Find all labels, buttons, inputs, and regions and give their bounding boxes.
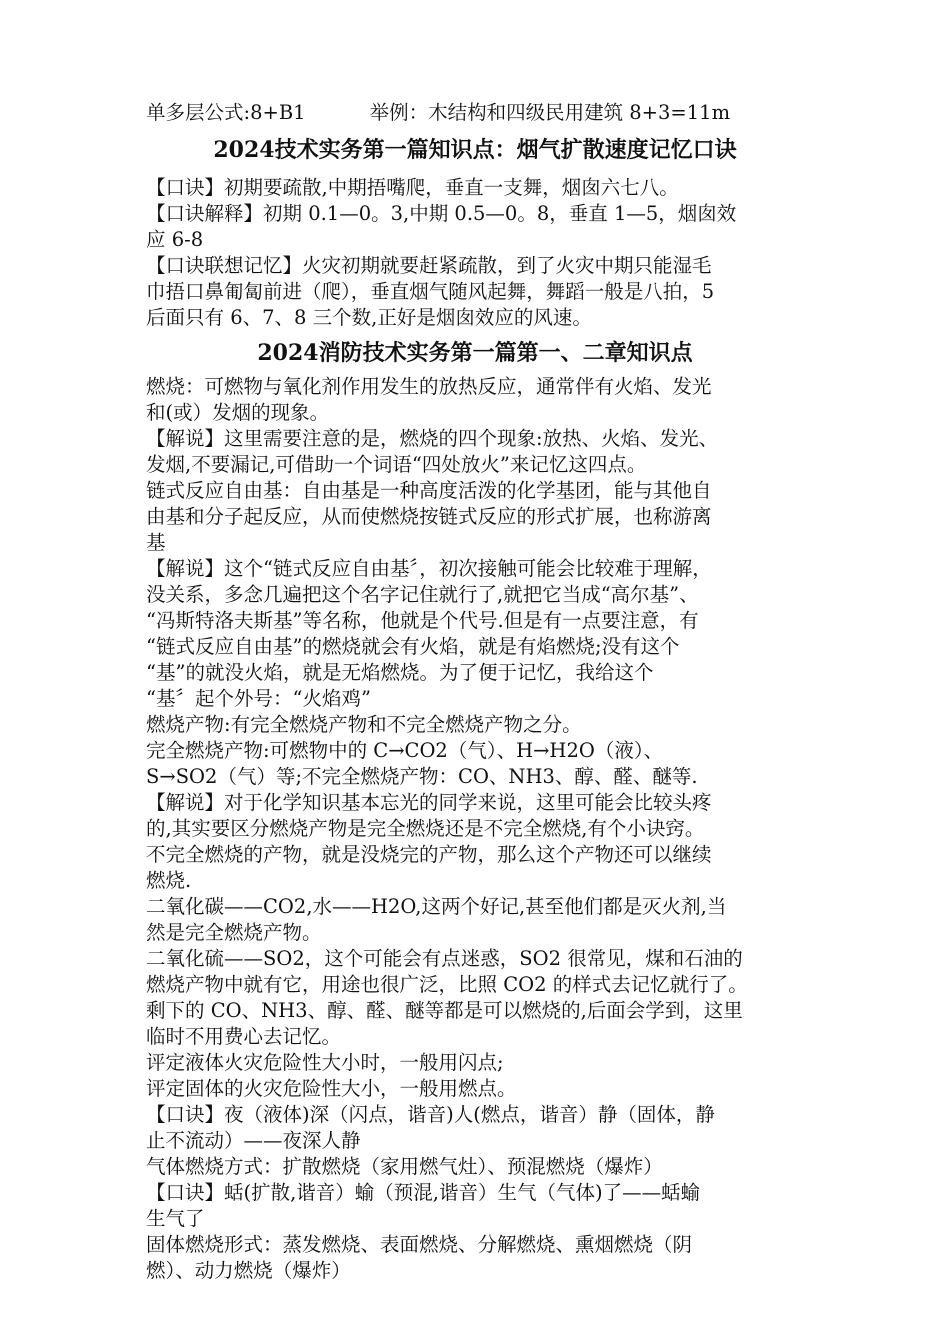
paragraph-line: 【口诀联想记忆】火灾初期就要赶紧疏散，到了火灾中期只能湿毛 — [146, 254, 712, 277]
paragraph-line: 【解说】这个“链式反应自由基〞，初次接触可能会比较难于理解， — [146, 557, 712, 580]
formula-text: 单多层公式:8+B1 — [146, 101, 306, 124]
paragraph-line: 燃烧产物中就有它，用途也很广泛，比照 CO2 的样式去记忆就行了。 — [146, 973, 748, 996]
paragraph-line: 【口诀】夜（液体)深（闪点，谐音)人(燃点，谐音）静（固体，静 — [146, 1103, 715, 1126]
section-title-smoke: 2024技术实务第一篇知识点：烟气扩散速度记忆口诀 — [213, 137, 737, 163]
paragraph-line: 止不流动）——夜深人静 — [146, 1129, 361, 1152]
paragraph-line: “基”的就没火焰，就是无焰燃烧。为了便于记忆，我给这个 — [146, 661, 654, 684]
paragraph-line: 完全燃烧产物:可燃物中的 C→CO2（气）、H→H2O（液）、 — [146, 739, 664, 762]
paragraph-line: 【解说】这里需要注意的是，燃烧的四个现象:放热、火焰、发光、 — [146, 427, 719, 450]
paragraph-line: 【口诀】蛞(扩散,谐音）蝓（预混,谐音）生气（气体)了——蛞蝓 — [146, 1181, 701, 1204]
paragraph-line: 评定固体的火灾危险性大小，一般用燃点。 — [146, 1077, 517, 1100]
paragraph-line: 临时不用费心去记忆。 — [146, 1025, 342, 1048]
paragraph-line: 二氧化碳——CO2,水——H2O,这两个好记,甚至他们都是灭火剂,当 — [146, 895, 727, 918]
paragraph-line: 燃烧产物:有完全燃烧产物和不完全燃烧产物之分。 — [146, 713, 582, 736]
paragraph-line: 由基和分子起反应，从而使燃烧按链式反应的形式扩展，也称游离 — [146, 505, 712, 528]
section-title-chapter: 2024消防技术实务第一篇第一、二章知识点 — [257, 340, 693, 366]
paragraph-line: 评定液体火灾危险性大小时，一般用闪点; — [146, 1051, 504, 1074]
paragraph-line: 后面只有 6、7、8 三个数,正好是烟囱效应的风速。 — [146, 306, 592, 329]
formula-line — [146, 100, 812, 126]
paragraph-line: 燃烧. — [146, 869, 192, 892]
paragraph-line: 应 6-8 — [146, 228, 204, 251]
paragraph-line: 和(或）发烟的现象。 — [146, 401, 330, 424]
paragraph-line: 发烟,不要漏记,可借助一个词语“四处放火”来记忆这四点。 — [146, 453, 647, 476]
paragraph-line: 然是完全燃烧产物。 — [146, 921, 322, 944]
paragraph-line: 二氧化硫——SO2，这个可能会有点迷惑，SO2 很常见，煤和石油的 — [146, 947, 743, 970]
paragraph-line: 【口诀解释】初期 0.1—0。3,中期 0.5—0。8，垂直 1—5，烟囱效 — [146, 202, 737, 225]
paragraph-line: “冯斯特洛夫斯基”等名称，他就是个代号.但是有一点要注意，有 — [146, 609, 699, 632]
paragraph-line: 不完全燃烧的产物，就是没烧完的产物，那么这个产物还可以继续 — [146, 843, 712, 866]
paragraph-line: 没关系，多念几遍把这个名字记住就行了,就把它当成“高尔基”、 — [146, 583, 699, 606]
paragraph-line: 基 — [146, 531, 166, 554]
paragraph-line: 气体燃烧方式：扩散燃烧（家用燃气灶）、预混燃烧（爆炸） — [146, 1155, 663, 1178]
paragraph-line: “基〞起个外号：“火焰鸡” — [146, 687, 371, 710]
paragraph-line: 链式反应自由基：自由基是一种高度活泼的化学基团，能与其他自 — [146, 479, 712, 502]
paragraph-line: 生气了 — [146, 1207, 205, 1230]
paragraph-line: 燃）、动力燃烧（爆炸） — [146, 1259, 351, 1282]
paragraph-line: “链式反应自由基”的燃烧就会有火焰，就是有焰燃烧;没有这个 — [146, 635, 680, 658]
paragraph-line: 巾捂口鼻匍匐前进（爬），垂直烟气随风起舞，舞蹈一般是八拍，5 — [146, 280, 715, 303]
example-text: 举例：木结构和四级民用建筑 8+3=11m — [369, 101, 731, 124]
paragraph-line: 【口诀】初期要疏散,中期捂嘴爬，垂直一支舞，烟囱六七八。 — [146, 176, 679, 199]
paragraph-line: S→SO2（气）等;不完全燃烧产物：CO、NH3、醇、醛、醚等. — [146, 765, 698, 788]
paragraph-line: 固体燃烧形式：蒸发燃烧、表面燃烧、分解燃烧、熏烟燃烧（阴 — [146, 1233, 693, 1256]
paragraph-line: 【解说】对于化学知识基本忘光的同学来说，这里可能会比较头疼 — [146, 791, 712, 814]
paragraph-line: 剩下的 CO、NH3、醇、醛、醚等都是可以燃烧的,后面会学到，这里 — [146, 999, 743, 1022]
paragraph-line: 燃烧：可燃物与氧化剂作用发生的放热反应，通常伴有火焰、发光 — [146, 375, 712, 398]
paragraph-line: 的,其实要区分燃烧产物是完全燃烧还是不完全燃烧,有个小诀窍。 — [146, 817, 705, 840]
